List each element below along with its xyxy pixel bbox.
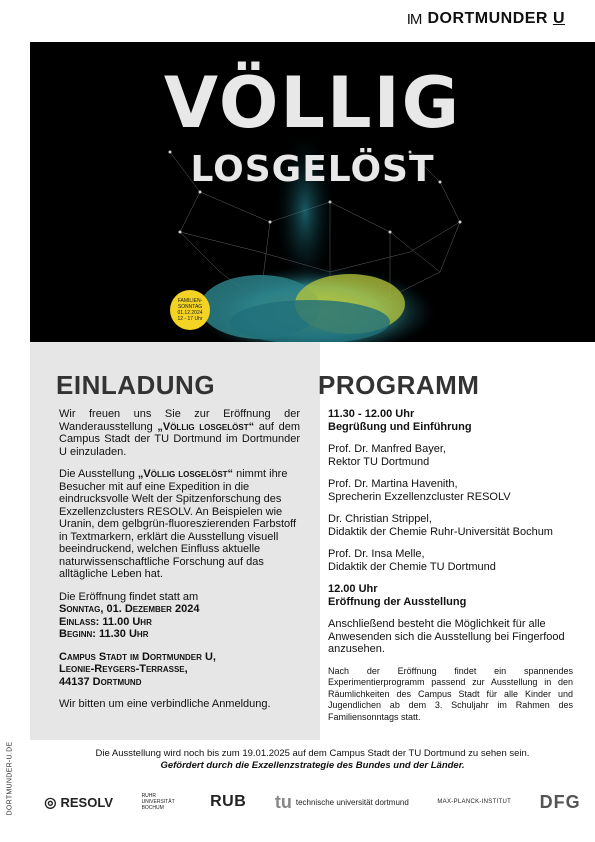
- brand-name: DORTMUNDER U: [427, 10, 565, 27]
- brand-logo[interactable]: [407, 10, 565, 28]
- hero-title: VÖLLIG: [163, 62, 462, 144]
- program-heading: PROGRAMM: [318, 370, 480, 400]
- invitation-heading: EINLADUNG: [56, 370, 216, 400]
- rub-logo[interactable]: RUB: [210, 793, 247, 810]
- resolv-logo[interactable]: ◎ RESOLV: [44, 793, 113, 810]
- brand-mark-icon: IM: [406, 10, 422, 28]
- tu-mark-icon: tu: [274, 791, 292, 812]
- tu-dortmund-logo[interactable]: tu technische universität dortmund: [274, 791, 409, 812]
- family-sunday-badge: FAMILIEN- SONNTAG 01.12.2024 12 - 17 Uhr: [170, 290, 210, 330]
- invitation-text: Wir freuen uns Sie zur Eröffnung der Wanderausstellung „Völlig losgelöst“ auf dem Campus Stadt der TU Dortmund im Dortmunder U einzuladen. Die Ausstellung „Völlig losgelöst“ nimmt ihre Besucher mit auf eine Expedition in die eindrucksvolle Welt der Spitzenforschung des Exzellenzclusters RESOLV. An Beispielen wie Uranin, dem gelbgrün-fluoreszierenden Farbstoff in Textmarkern, erklärt die Ausstellung visuell beeindruckend, welchen Einfluss aktuelle naturwissenschaftliche Forschung auf das alltägliche Leben hat. Die Eröffnung findet statt am Sonntag, 01. Dezember 2024 Einlass: 11.00 Uhr Beginn: 11.30 Uhr Campus Stadt im Dortmunder U, Leonie-Reygers-Terrasse, 44137 Dortmund Wir bitten um eine verbindliche Anmeldung.: [59, 408, 300, 710]
- footer-note: Die Ausstellung wird noch bis zum 19.01.2025 auf dem Campus Stadt der TU Dortmund zu sehen sein. Gefördert durch die Exzellenzstrategie des Bundes und der Länder.: [95, 748, 530, 771]
- opening-date: Sonntag, 01. Dezember 2024: [59, 603, 200, 615]
- resolv-mark-icon: ◎: [44, 793, 57, 810]
- partner-logos: [30, 782, 595, 822]
- ruhr-uni-logo[interactable]: RUHR UNIVERSITÄT BOCHUM: [141, 793, 175, 811]
- hero-subtitle: LOSGELÖST: [190, 149, 435, 190]
- venue: Campus Stadt im Dortmunder U,: [59, 650, 216, 663]
- dfg-logo[interactable]: DFG: [539, 791, 581, 812]
- mpi-logo[interactable]: MAX-PLANCK-INSTITUT: [437, 799, 512, 805]
- rsvp-note: Wir bitten um eine verbindliche Anmeldung.: [59, 698, 271, 710]
- hero-banner: [30, 42, 595, 342]
- program-list: 11.30 - 12.00 Uhr Begrüßung und Einführung Prof. Dr. Manfred Bayer, Rektor TU Dortmund Prof. Dr. Martina Havenith, Sprecherin Exzellenzcluster RESOLV Dr. Christian Strippel, Didaktik der Chemie Ruhr-Universität Bochum Prof. Dr. Insa Melle, Didaktik der Chemie TU Dortmund 12.00 Uhr Eröffnung der Ausstellung Anschließend besteht die Möglichkeit für alle Anwesenden sich die Ausstellung bei Fingerfood anzusehen. Nach der Eröffnung findet ein spannendes Experimentierprogramm passend zur Ausstellung in den Räumlichkeiten des Campus Stadt für alle Kinder und Jugendlichen ab dem 3. Schuljahr im Rahmen des Familiensonntags statt.: [328, 408, 573, 722]
- side-url: DORTMUNDER-U.DE: [6, 741, 14, 816]
